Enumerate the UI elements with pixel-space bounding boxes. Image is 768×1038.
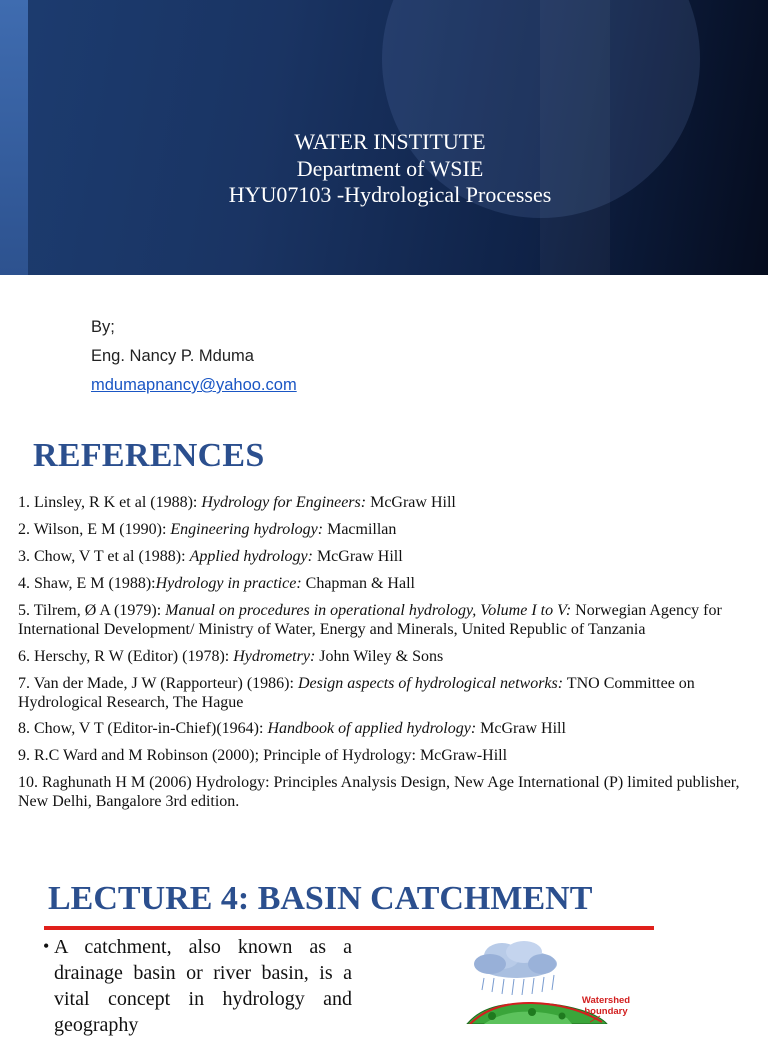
figure-label-watershed: Watershed (581, 995, 631, 1006)
watershed-illustration (462, 940, 642, 1024)
author-email-link[interactable]: mdumapnancy@yahoo.com (91, 376, 297, 394)
cloud-icon (474, 941, 557, 978)
references-list (18, 493, 758, 819)
title-text-block (0, 129, 768, 209)
author-block (91, 316, 297, 403)
reference-item: 5. Tilrem, Ø A (1979): Manual on procedures in operational hydrology, Volume I to V: Norwegian Agency for International Development/ Ministry of Water, Energy and Minerals, United Republic of Tanzania (18, 602, 722, 638)
lecture-heading: LECTURE 4: BASIN CATCHMENT (48, 880, 593, 917)
reference-item: 1. Linsley, R K et al (1988): Hydrology for Engineers: McGraw Hill (18, 494, 456, 511)
reference-item: 7. Van der Made, J W (Rapporteur) (1986): Design aspects of hydrological networks: TNO Committee on Hydrological Research, The Hague (18, 675, 695, 711)
reference-item: 6. Herschy, R W (Editor) (1978): Hydrometry: John Wiley & Sons (18, 648, 444, 665)
title-course: HYU07103 -Hydrological Processes (228, 182, 552, 207)
watershed-figure (462, 940, 642, 1024)
title-institute: WATER INSTITUTE (294, 129, 486, 154)
references-heading: REFERENCES (33, 437, 265, 474)
bullet-marker: • (43, 936, 50, 956)
reference-item: 4. Shaw, E M (1988):Hydrology in practice: Chapman & Hall (18, 575, 415, 592)
reference-item: 2. Wilson, E M (1990): Engineering hydrology: Macmillan (18, 521, 397, 538)
reference-item: 10. Raghunath H M (2006) Hydrology: Principles Analysis Design, New Age International (P) limited publisher, New Delhi, Bangalore 3rd edition. (18, 774, 740, 810)
title-slide (0, 0, 768, 275)
heading-underline-rule (44, 926, 654, 930)
reference-item: 3. Chow, V T et al (1988): Applied hydrology: McGraw Hill (18, 548, 403, 565)
author-name: Eng. Nancy P. Mduma (91, 347, 254, 365)
figure-label-boundary: boundary (584, 1006, 628, 1017)
rain-icon (482, 975, 554, 995)
reference-item: 9. R.C Ward and M Robinson (2000); Principle of Hydrology: McGraw-Hill (18, 747, 508, 764)
author-by: By; (91, 318, 115, 336)
title-department: Department of WSIE (296, 155, 484, 181)
lecture-body-text: A catchment, also known as a drainage basin or river basin, is a vital concept in hydrology and geography (54, 936, 352, 1036)
reference-item: 8. Chow, V T (Editor-in-Chief)(1964): Handbook of applied hydrology: McGraw Hill (18, 720, 566, 737)
